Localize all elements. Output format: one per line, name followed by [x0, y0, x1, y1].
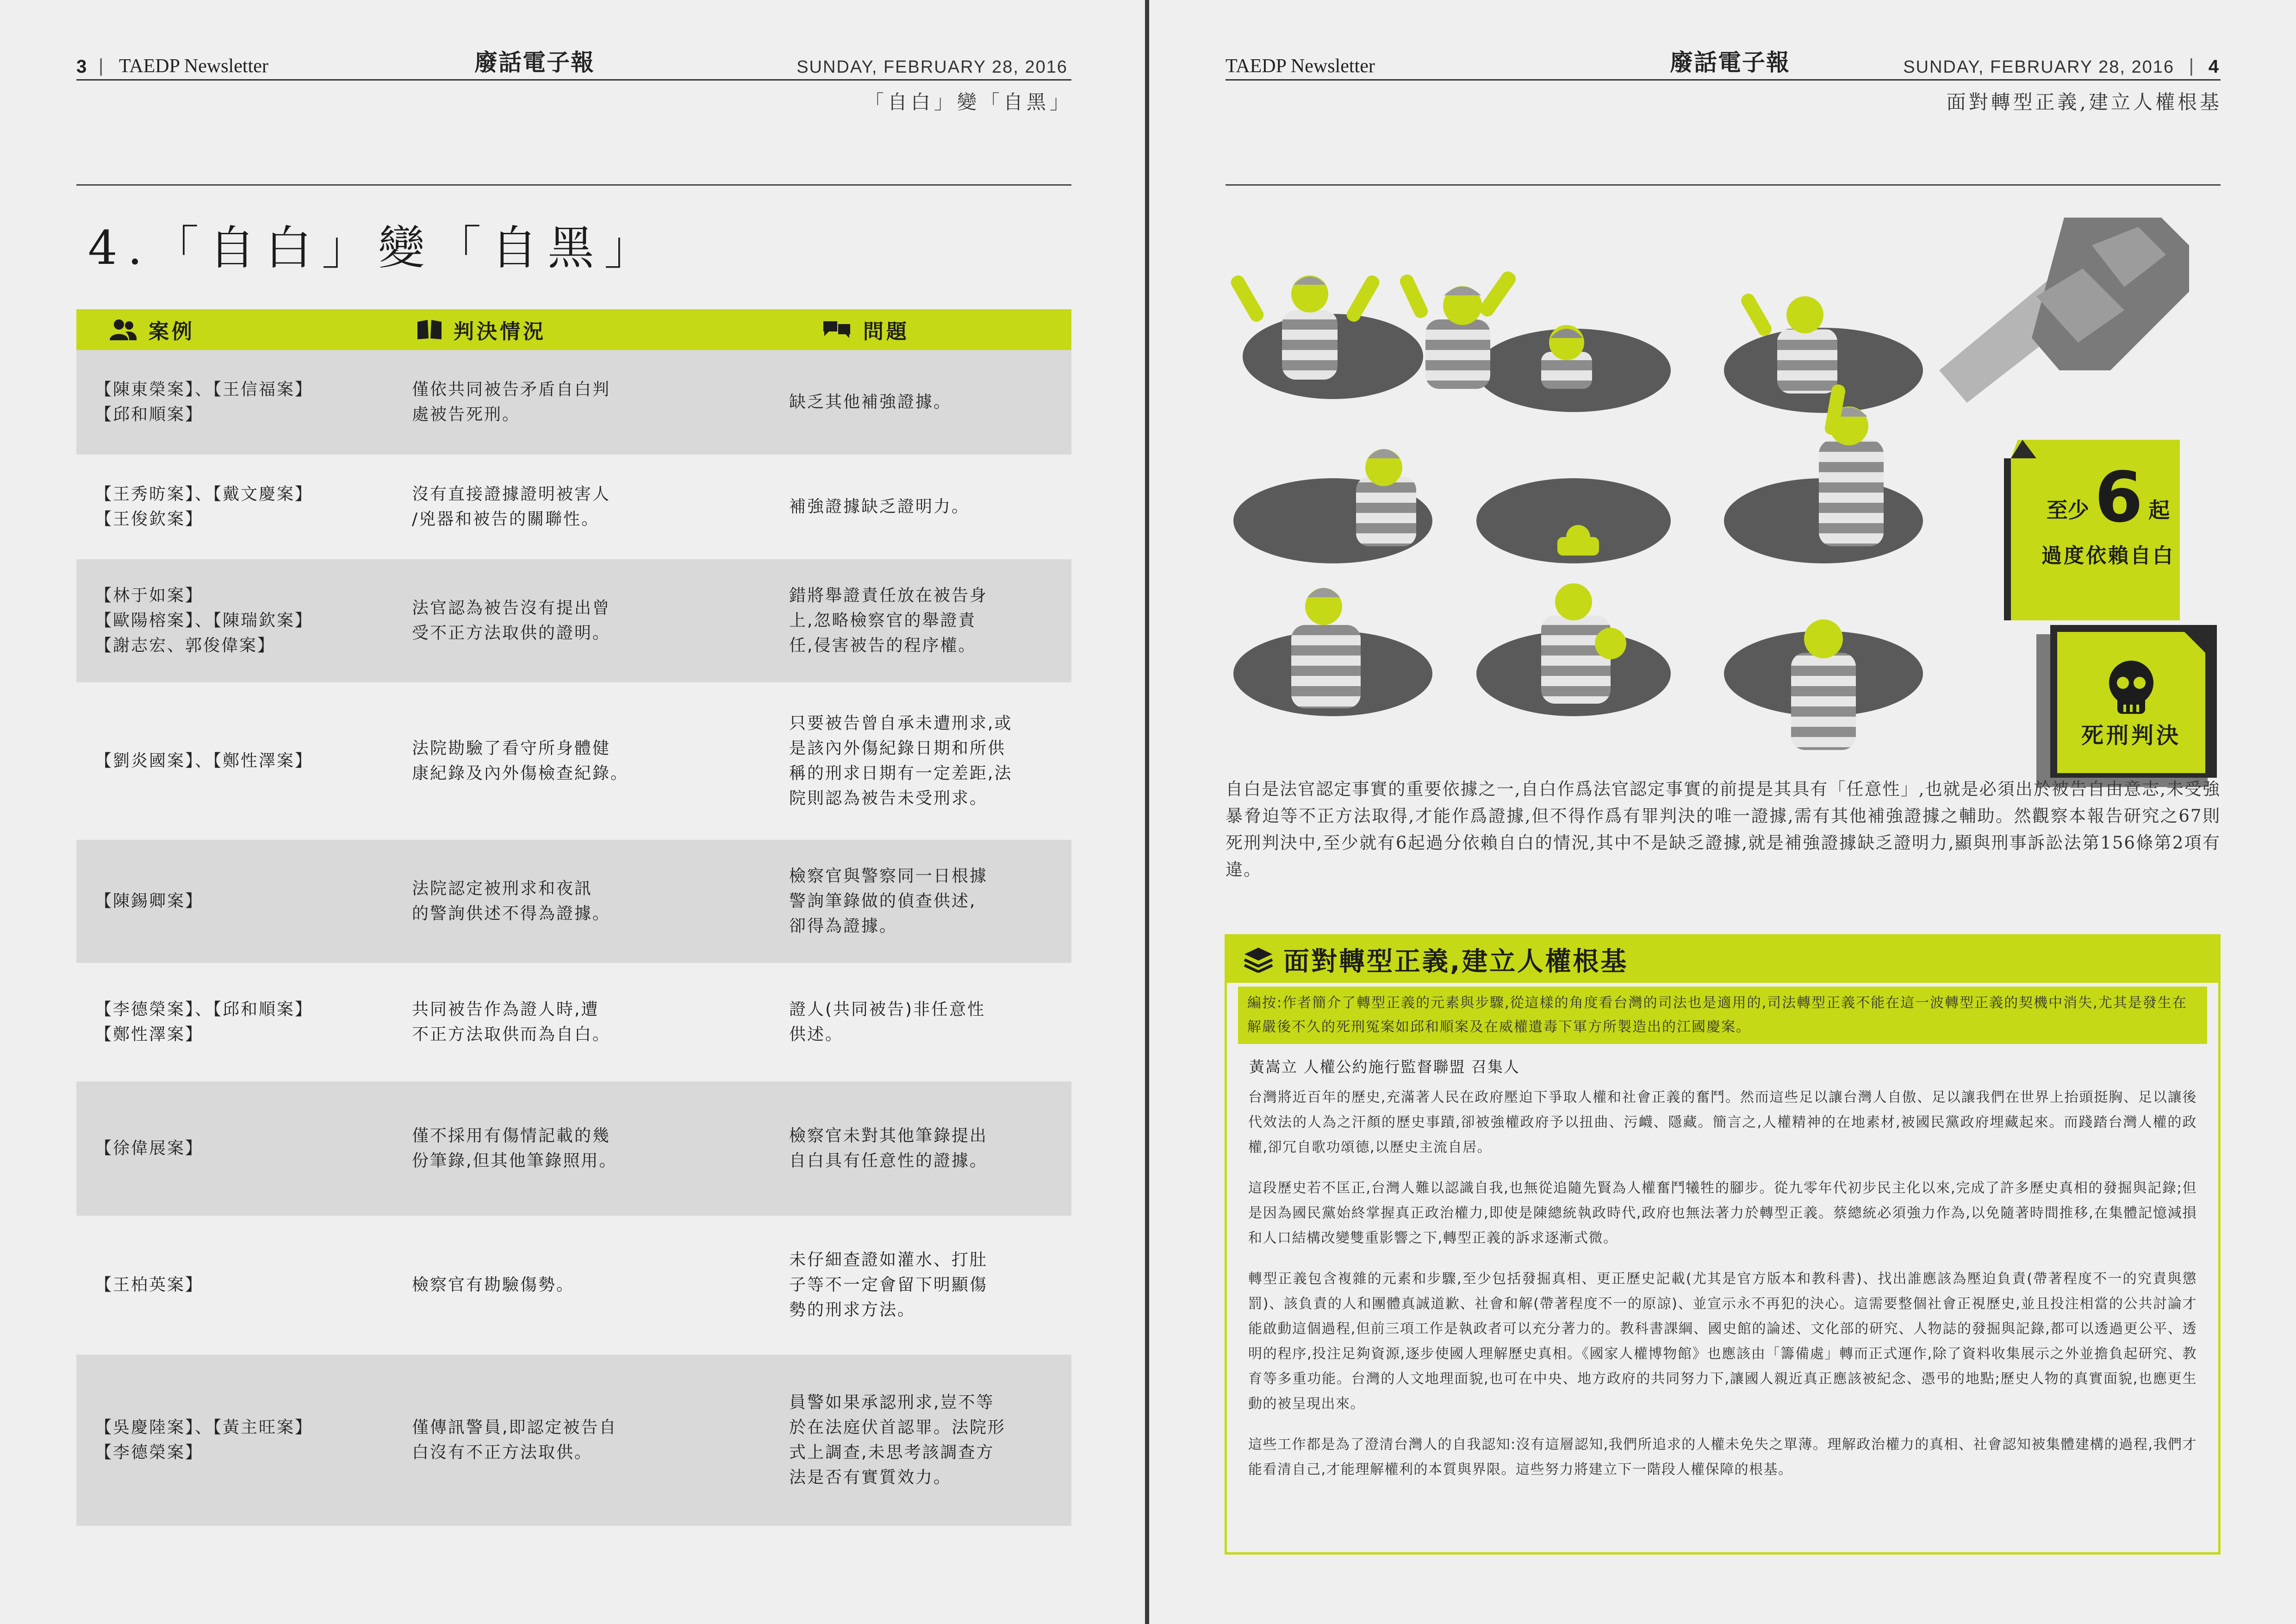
table-row	[76, 840, 1071, 963]
section-title: 4.「自白」變「自黑」	[88, 221, 661, 275]
issue-cell: 未仔細查證如灌水、打肚 子等不一定會留下明顯傷 勢的刑求方法。	[789, 1250, 988, 1319]
table-row	[76, 455, 1071, 559]
case-cell: 【陳東榮案】、【王信福案】 【邱和順案】	[95, 380, 313, 424]
table-row	[76, 682, 1071, 840]
section-subtitle: 「自白」變「自黑」	[864, 91, 1073, 113]
feature-header	[1227, 937, 2218, 983]
case-cell: 【王秀昉案】、【戴文慶案】 【王俊欽案】	[95, 485, 313, 529]
table-row	[76, 1355, 1071, 1526]
intro-paragraph: 自白是法官認定事實的重要依據之一,自白作爲法官認定事實的前提是其具有「任意性」,也就是必須出於被告自由意志,未受強暴脅迫等不正方法取得,才能作爲證據,但不得作爲有罪判決的唯一證據,需有其他補強證據之輔助。然觀察本報告研究之67則死刑判決中,至少就有6起過分依賴自白的情況,其中不是缺乏證據,就是補強證據缺乏證明力,顯與刑事訴訟法第156條第2項有違。	[1226, 779, 2221, 880]
stat-caption: 過度依賴自白	[2041, 544, 2175, 568]
cases-table	[76, 309, 1071, 1526]
table-row	[76, 1081, 1071, 1216]
issue-cell: 缺乏其他補強證據。	[789, 393, 952, 412]
case-cell: 【陳錫卿案】	[95, 892, 204, 911]
stat-callout-text	[2029, 457, 2187, 568]
header-case	[109, 309, 195, 350]
ruling-cell: 法院認定被刑求和夜訊 的警詢供述不得為證據。	[412, 879, 611, 923]
body-paragraph: 這些工作都是為了澄清台灣人的自我認知:沒有這層認知,我們所追求的人權未免失之單薄。理解政治權力的真相、社會認知被集體建構的過程,我們才能看清自己,才能理解權利的本質與界限。這些努力將建立下一階段人權保障的根基。	[1248, 1437, 2197, 1478]
header-rule	[1226, 184, 2221, 186]
header-issue-label: 問題	[863, 320, 909, 344]
case-cell: 【林于如案】 【歐陽榕案】、【陳瑞欽案】 【謝志宏、郭俊偉案】	[95, 586, 313, 655]
header-ruling-label: 判決情況	[454, 320, 546, 344]
case-cell: 【劉炎國案】、【鄭性澤案】	[95, 751, 313, 770]
prisoner-figure	[1819, 383, 1884, 546]
verdict-callout	[2036, 625, 2217, 787]
stat-prefix: 至少	[2046, 498, 2089, 523]
verdict-label: 死刑判決	[2081, 723, 2181, 749]
author-byline: 黃嵩立 人權公約施行監督聯盟 召集人	[1249, 1058, 1520, 1076]
issue-cell: 員警如果承認刑求,豈不等 於在法庭伏首認罪。法院形 式上調查,未思考該調查方 法是否有實質效力。	[789, 1393, 1006, 1487]
page-number: 3	[76, 56, 87, 77]
issue-date: SUNDAY, FEBRUARY 28, 2016	[796, 57, 1068, 77]
section-subtitle: 面對轉型正義,建立人權根基	[1946, 91, 2222, 113]
newsletter-name: TAEDP Newsletter	[1226, 56, 1375, 77]
prisoner-figure	[1356, 449, 1416, 546]
layers-icon	[1244, 947, 1273, 973]
header-separator: |	[2189, 56, 2194, 76]
table-header	[76, 309, 1071, 350]
body-paragraph: 轉型正義包含複雜的元素和步驟,至少包括發掘真相、更正歷史記載(尤其是官方版本和教科書)、找出誰應該為壓迫負責(帶著程度不一的究責與懲罰)、該負責的人和團體真誠道歉、社會和解(帶著程度不一的原諒)、並宣示永不再犯的決心。這需要整個社會正視歷史,並且投注相當的公共討論才能啟動這個過程,但前三項工作是執政者可以充分著力的。教科書課綱、國史館的論述、文化部的研究、人物誌的發掘與記錄,都可以透過更公平、透明的程序,投注足夠資源,逐步使國人理解歷史真相。《國家人權博物館》也應該由「籌備處」轉而正式運作,除了資料收集展示之外並擔負起研究、教育等多重功能。台灣的人文地理面貌,也可在中央、地方政府的共同努力下,讓國人親近真正應該被紀念、憑弔的地點;歷史人物的真實面貌,也應更生動的被呈現出來。	[1248, 1271, 2197, 1412]
case-cell: 【王柏英案】	[95, 1275, 204, 1294]
gavel-icon	[1939, 218, 2189, 403]
header-rule	[76, 184, 1071, 186]
feature-title: 面對轉型正義,建立人權根基	[1283, 947, 1629, 977]
running-header	[1226, 50, 2221, 81]
ruling-cell: 共同被告作為證人時,遭 不正方法取供而為自白。	[412, 1000, 611, 1044]
newsletter-name: TAEDP Newsletter	[119, 56, 268, 77]
issue-cell: 錯將舉證責任放在被告身 上,忽略檢察官的舉證責 任,侵害被告的程序權。	[789, 586, 988, 655]
ruling-cell: 僅傳訊警員,即認定被告自 白沒有不正方法取供。	[412, 1418, 617, 1462]
speech-bubbles-icon	[821, 319, 852, 340]
prisoner-figure	[1291, 588, 1361, 708]
case-cell: 【吳慶陸案】、【黃主旺案】 【李德榮案】	[95, 1418, 313, 1462]
header-case-label: 案例	[149, 320, 195, 344]
body-paragraph: 台灣將近百年的歷史,充滿著人民在政府壓迫下爭取人權和社會正義的奮鬥。然而這些足以讓台灣人自傲、足以讓我們在世界上抬頭挺胸、足以讓後代效法的人為之汗顏的歷史事蹟,卻被強權政府予以扭曲、污衊、隱藏。簡言之,人權精神的在地素材,被國民黨政府埋藏起來。而踐踏台灣人權的政權,卻冗自歌功頌德,以歷史主流自居。	[1248, 1089, 2197, 1156]
feature-box	[1225, 934, 2221, 1555]
case-cell: 【李德榮案】、【邱和順案】 【鄭性澤案】	[95, 1000, 313, 1044]
people-icon	[109, 318, 137, 341]
issue-cell: 證人(共同被告)非任意性 供述。	[789, 1000, 986, 1044]
table-row	[76, 559, 1071, 682]
ruling-cell: 僅不採用有傷情記載的幾 份筆錄,但其他筆錄照用。	[412, 1126, 617, 1170]
header-issue	[821, 309, 909, 350]
editor-note: 編按:作者簡介了轉型正義的元素與步驟,從這樣的角度看台灣的司法也是適用的,司法轉型正義不能在這一波轉型正義的契機中消失,尤其是發生在解嚴後不久的死刑冤案如邱和順案及在威權遺毒下軍方所製造出的江國慶案。	[1238, 987, 2207, 1044]
table-row	[76, 1216, 1071, 1355]
ruling-cell: 僅依共同被告矛盾自白判 處被告死刑。	[412, 380, 611, 424]
stat-number: 6	[2094, 457, 2143, 538]
table-row	[76, 963, 1071, 1081]
running-header	[76, 50, 1071, 81]
ruling-cell: 沒有直接證據證明被害人 /兇器和被告的關聯性。	[412, 485, 611, 529]
open-book-icon	[417, 319, 442, 340]
issue-date: SUNDAY, FEBRUARY 28, 2016	[1903, 57, 2174, 77]
issue-cell: 檢察官未對其他筆錄提出 自白具有任意性的證據。	[789, 1126, 988, 1170]
issue-cell: 檢察官與警察同一日根據 警詢筆錄做的偵查供述, 卻得為證據。	[789, 867, 988, 936]
left-page	[0, 0, 1147, 1624]
case-cell: 【徐偉展案】	[95, 1139, 204, 1158]
stat-suffix: 起	[2148, 498, 2170, 523]
header-ruling	[417, 309, 546, 350]
masthead: 廢話電子報	[1670, 49, 1790, 76]
body-paragraph: 這段歷史若不匡正,台灣人難以認識自我,也無從追隨先賢為人權奮鬥犧牲的腳步。從九零年代初步民主化以來,完成了許多歷史真相的發掘與記錄;但是因為國民黨始終掌握真正政治權力,即使是陳總統執政時代,政府也無法著力於轉型正義。蔡總統必須強力作為,以免隨著時間推移,在集體記憶減損和人口結構改變雙重影響之下,轉型正義的訴求逐漸式微。	[1248, 1180, 2197, 1246]
masthead: 廢話電子報	[474, 49, 595, 76]
ruling-cell: 檢察官有勘驗傷勢。	[412, 1275, 575, 1294]
page-number: 4	[2208, 56, 2219, 77]
issue-cell: 補強證據缺乏證明力。	[789, 497, 970, 516]
ruling-cell: 法官認為被告沒有提出曾 受不正方法取供的證明。	[412, 599, 611, 643]
ruling-cell: 法院勘驗了看守所身體健 康紀錄及內外傷檢查紀錄。	[412, 739, 629, 783]
table-row	[76, 350, 1071, 455]
issue-cell: 只要被告曾自承未遭刑求,或 是該內外傷紀錄日期和所供 稱的刑求日期有一定差距,法 院則認為被告未受刑求。	[789, 714, 1013, 808]
header-separator: |	[99, 56, 104, 76]
